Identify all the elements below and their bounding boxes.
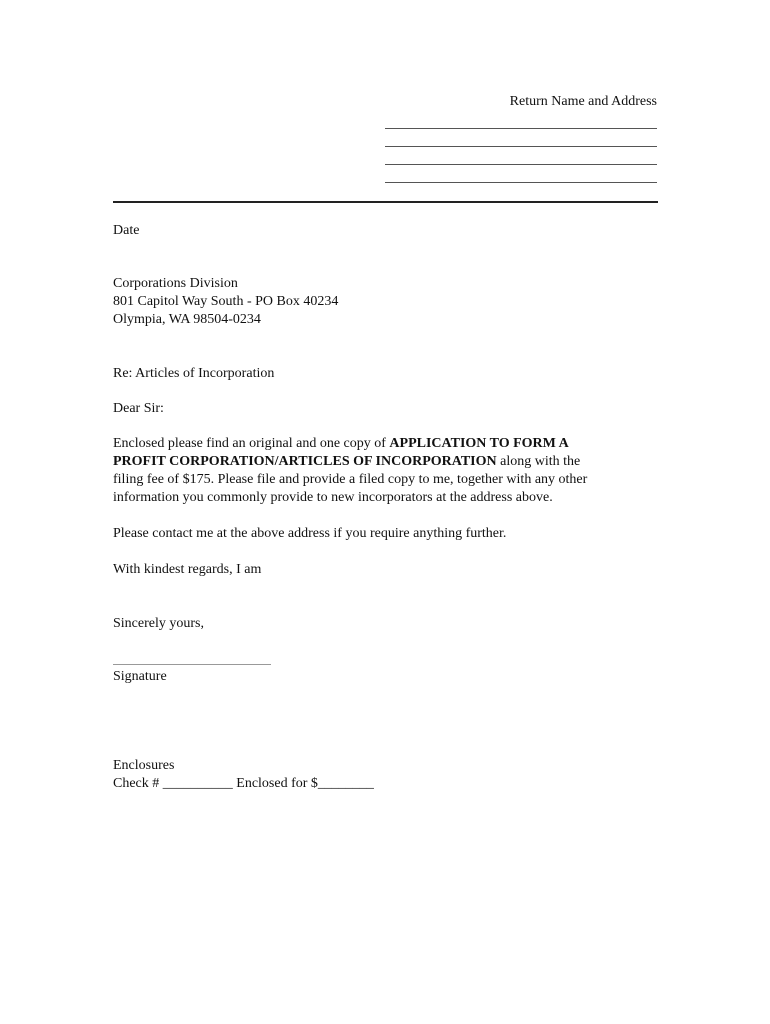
- signature-label: Signature: [113, 669, 167, 684]
- closing: Sincerely yours,: [113, 616, 204, 631]
- return-address-block: [385, 93, 657, 111]
- return-address-title: Return Name and Address: [509, 94, 657, 109]
- return-address-line-3: [385, 164, 657, 165]
- recipient-line-3: Olympia, WA 98504-0234: [113, 312, 261, 327]
- form-title-part-2: PROFIT CORPORATION/ARTICLES OF INCORPORATION: [113, 454, 497, 469]
- enclosures-title: Enclosures: [113, 758, 175, 773]
- form-title-part-1: APPLICATION TO FORM A: [389, 436, 569, 451]
- recipient-line-2: 801 Capitol Way South - PO Box 40234: [113, 294, 339, 309]
- signature-line: [113, 664, 271, 665]
- body-paragraph-2: Please contact me at the above address if you require anything further.: [113, 526, 507, 541]
- return-address-line-1: [385, 128, 657, 129]
- body-paragraph-1: [113, 435, 658, 507]
- body-p1-line-3: filing fee of $175. Please file and provide a filed copy to me, together with any other: [113, 472, 588, 487]
- header-divider: [113, 201, 658, 203]
- recipient-line-1: Corporations Division: [113, 276, 238, 291]
- body-p1-line-2: PROFIT CORPORATION/ARTICLES OF INCORPORATION along with the: [113, 454, 581, 469]
- body-p1-line-1: Enclosed please find an original and one copy of APPLICATION TO FORM A: [113, 436, 569, 451]
- salutation: Dear Sir:: [113, 401, 164, 416]
- date-label: Date: [113, 223, 140, 238]
- return-address-line-4: [385, 182, 657, 183]
- subject-line: Re: Articles of Incorporation: [113, 366, 275, 381]
- return-address-line-2: [385, 146, 657, 147]
- enclosures-check-line: Check # __________ Enclosed for $________: [113, 776, 374, 791]
- body-p1-line-4: information you commonly provide to new incorporators at the address above.: [113, 490, 553, 505]
- body-paragraph-3: With kindest regards, I am: [113, 562, 262, 577]
